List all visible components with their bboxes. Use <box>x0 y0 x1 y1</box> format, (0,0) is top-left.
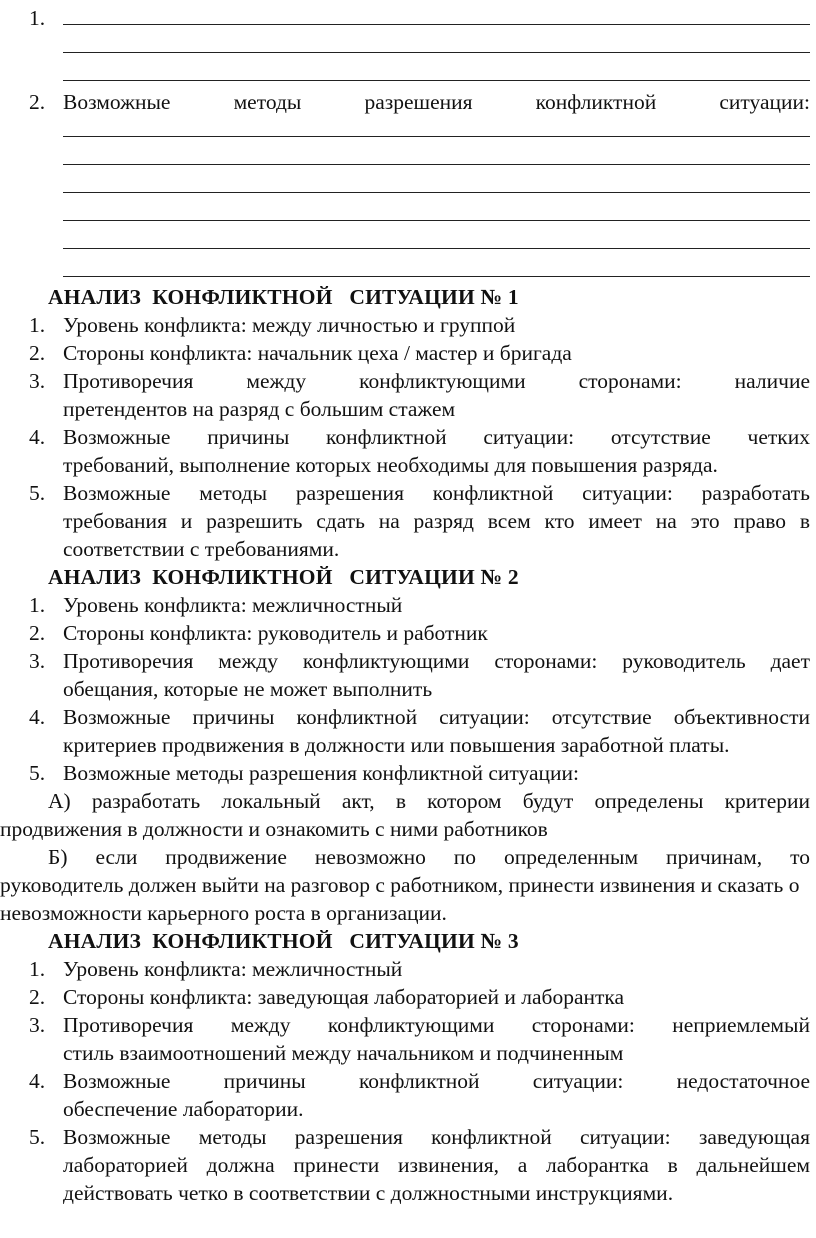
blank-line <box>63 136 810 137</box>
item-text: Возможные причины конфликтной ситуации: отсутствие объективности <box>63 705 810 729</box>
section-title: АНАЛИЗ КОНФЛИКТНОЙ СИТУАЦИИ № 2 <box>48 565 519 589</box>
item-text: Стороны конфликта: заведующая лабораторией и лаборантка <box>63 985 625 1009</box>
item-text: Возможные причины конфликтной ситуации: недостаточное <box>63 1069 810 1093</box>
item-text: Уровень конфликта: межличностный <box>63 957 403 981</box>
item-number: 4. <box>29 1069 46 1093</box>
section-title: АНАЛИЗ КОНФЛИКТНОЙ СИТУАЦИИ № 1 <box>48 285 519 309</box>
blank-line <box>63 164 810 165</box>
item-number: 1. <box>29 957 46 981</box>
section-title: АНАЛИЗ КОНФЛИКТНОЙ СИТУАЦИИ № 3 <box>48 929 519 953</box>
item-text: обещания, которые не может выполнить <box>63 677 433 701</box>
item-number: 3. <box>29 1013 46 1037</box>
paragraph <box>0 787 810 843</box>
paragraph-first-line: Б) если продвижение невозможно по определенным причинам, то <box>48 845 810 869</box>
item-number: 3. <box>29 369 46 393</box>
item-text: Возможные методы разрешения конфликтной ситуации: разработать <box>63 481 810 505</box>
item-number: 2. <box>29 621 46 645</box>
blank-line <box>63 192 810 193</box>
blank-line <box>63 220 810 221</box>
blank-line <box>63 80 810 81</box>
item-number: 2. <box>29 985 46 1009</box>
item-text: требований, выполнение которых необходимы для повышения разряда. <box>63 453 718 477</box>
item-text: Стороны конфликта: начальник цеха / мастер и бригада <box>63 341 572 365</box>
item-text: Стороны конфликта: руководитель и работник <box>63 621 488 645</box>
item-number: 3. <box>29 649 46 673</box>
item-text: Возможные методы разрешения конфликтной ситуации: <box>63 90 810 114</box>
item-text: лабораторией должна принести извинения, а лаборантка в дальнейшем <box>63 1153 810 1177</box>
blank-line <box>63 52 810 53</box>
item-text: Возможные причины конфликтной ситуации: отсутствие четких <box>63 425 810 449</box>
item-number: 4. <box>29 425 46 449</box>
item-number: 5. <box>29 481 46 505</box>
blank-line <box>63 24 810 25</box>
blank-line <box>63 276 810 277</box>
item-text: Возможные методы разрешения конфликтной ситуации: заведующая <box>63 1125 810 1149</box>
item-number: 4. <box>29 705 46 729</box>
item-number: 1. <box>29 313 46 337</box>
item-text: соответствии с требованиями. <box>63 537 340 561</box>
item-text: Противоречия между конфликтующими сторонами: наличие <box>63 369 810 393</box>
item-number: 1. <box>29 593 46 617</box>
item-text: стиль взаимоотношений между начальником и подчиненным <box>63 1041 624 1065</box>
paragraph-first-line: А) разработать локальный акт, в котором будут определены критерии <box>48 789 810 813</box>
item-text: Уровень конфликта: межличностный <box>63 593 403 617</box>
item-number: 1. <box>29 6 46 30</box>
item-text: Противоречия между конфликтующими сторонами: неприемлемый <box>63 1013 810 1037</box>
item-text: Противоречия между конфликтующими сторонами: руководитель дает <box>63 649 810 673</box>
item-text: Возможные методы разрешения конфликтной ситуации: <box>63 761 580 785</box>
item-text: действовать четко в соответствии с должностными инструкциями. <box>63 1181 674 1205</box>
item-text: претендентов на разряд с большим стажем <box>63 397 456 421</box>
item-text: критериев продвижения в должности или повышения заработной платы. <box>63 733 730 757</box>
item-number: 5. <box>29 761 46 785</box>
item-text: обеспечение лаборатории. <box>63 1097 304 1121</box>
paragraph-rest: руководитель должен выйти на разговор с работником, принести извинения и сказать о невозможности карьерного роста в организации. <box>0 873 800 925</box>
paragraph <box>0 843 810 927</box>
item-text: требования и разрешить сдать на разряд всем кто имеет на это право в <box>63 509 810 533</box>
item-number: 2. <box>29 341 46 365</box>
item-number: 2. <box>29 90 46 114</box>
paragraph-rest: продвижения в должности и ознакомить с ними работников <box>0 817 548 841</box>
blank-line <box>63 248 810 249</box>
item-number: 5. <box>29 1125 46 1149</box>
item-text: Уровень конфликта: между личностью и группой <box>63 313 516 337</box>
